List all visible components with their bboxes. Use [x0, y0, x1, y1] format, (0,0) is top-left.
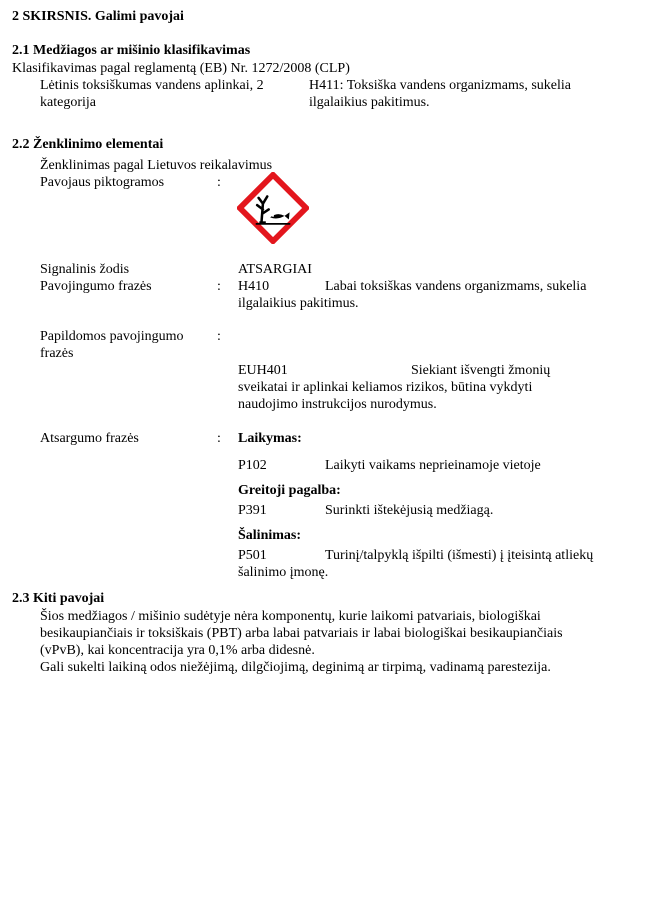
- classification-category: [40, 77, 264, 111]
- other-hazards-line2: besikaupiančiais ir toksiškais (PBT) arba labai patvariais ir labai biologiškai besikaupiančiais: [40, 626, 563, 641]
- p501-text-line1: Turinį/talpyklą išpilti (išmesti) į įteisintą atliekų: [325, 548, 594, 563]
- hazard-statements-label: Pavojingumo frazės: [40, 279, 152, 294]
- p501-code: P501: [238, 548, 267, 563]
- h410-text-line2: ilgalaikius pakitimus.: [238, 296, 359, 311]
- classification-category-line2: kategorija: [40, 95, 96, 110]
- p102-code: P102: [238, 458, 267, 473]
- disposal-heading: Šalinimas:: [238, 528, 302, 543]
- supplemental-hazard-label-line1: Papildomos pavojingumo: [40, 329, 184, 344]
- first-aid-heading: Greitoji pagalba:: [238, 483, 341, 498]
- precautionary-label: Atsargumo frazės: [40, 431, 139, 446]
- classification-hazard-line2: ilgalaikius pakitimus.: [309, 95, 430, 110]
- other-hazards-line1: Šios medžiagos / mišinio sudėtyje nėra komponentų, kurie laikomi patvariais, biologiškai: [40, 609, 541, 624]
- other-hazards-line4: Gali sukelti laikiną odos niežėjimą, dilgčiojimą, deginimą ar tirpimą, vadinamą parestezija.: [40, 660, 551, 675]
- labelling-basis: Ženklinimas pagal Lietuvos reikalavimus: [40, 158, 273, 173]
- ghs09-environment-icon: [237, 172, 309, 244]
- h410-text-line1: Labai toksiškas vandens organizmams, sukelia: [325, 279, 587, 294]
- section-title: 2 SKIRSNIS. Galimi pavojai: [12, 9, 184, 24]
- other-hazards-line3: (vPvB), kai koncentracija yra 0,1% arba didesnė.: [40, 643, 315, 658]
- h410-code: H410: [238, 279, 270, 294]
- heading-2-2: 2.2 Ženklinimo elementai: [12, 137, 164, 152]
- p501-text-line2: šalinimo įmonę.: [238, 565, 329, 580]
- euh401-text-line1: Siekiant išvengti žmonių: [411, 363, 551, 378]
- euh401-text-line2: sveikatai ir aplinkai keliamos rizikos, būtina vykdyti: [238, 380, 533, 395]
- other-hazards-paragraph: [40, 608, 563, 676]
- pictograms-colon: :: [217, 175, 221, 190]
- supplemental-hazard-label-line2: frazės: [40, 346, 74, 361]
- signal-word-label: Signalinis žodis: [40, 262, 130, 277]
- p102-text: Laikyti vaikams neprieinamoje vietoje: [325, 458, 541, 473]
- storage-heading: Laikymas:: [238, 431, 302, 446]
- classification-hazard-line1: H411: Toksiška vandens organizmams, sukelia: [309, 78, 572, 93]
- pictograms-label: Pavojaus piktogramos: [40, 175, 165, 190]
- signal-word: ATSARGIAI: [238, 262, 312, 277]
- hazard-statements-colon: :: [217, 279, 221, 294]
- heading-2-3: 2.3 Kiti pavojai: [12, 591, 105, 606]
- classification-category-line1: Lėtinis toksiškumas vandens aplinkai, 2: [40, 78, 264, 93]
- classification-basis: Klasifikavimas pagal reglamentą (EB) Nr. 1272/2008 (CLP): [12, 61, 350, 76]
- supplemental-hazard-label: [40, 328, 184, 362]
- euh401-text-line3: naudojimo instrukcijos nurodymus.: [238, 397, 437, 412]
- supplemental-hazard-colon: :: [217, 329, 221, 344]
- precautionary-colon: :: [217, 431, 221, 446]
- heading-2-1: 2.1 Medžiagos ar mišinio klasifikavimas: [12, 43, 251, 58]
- p391-code: P391: [238, 503, 267, 518]
- classification-hazard: [309, 77, 571, 111]
- euh401-code: EUH401: [238, 363, 288, 378]
- p391-text: Surinkti ištekėjusią medžiagą.: [325, 503, 494, 518]
